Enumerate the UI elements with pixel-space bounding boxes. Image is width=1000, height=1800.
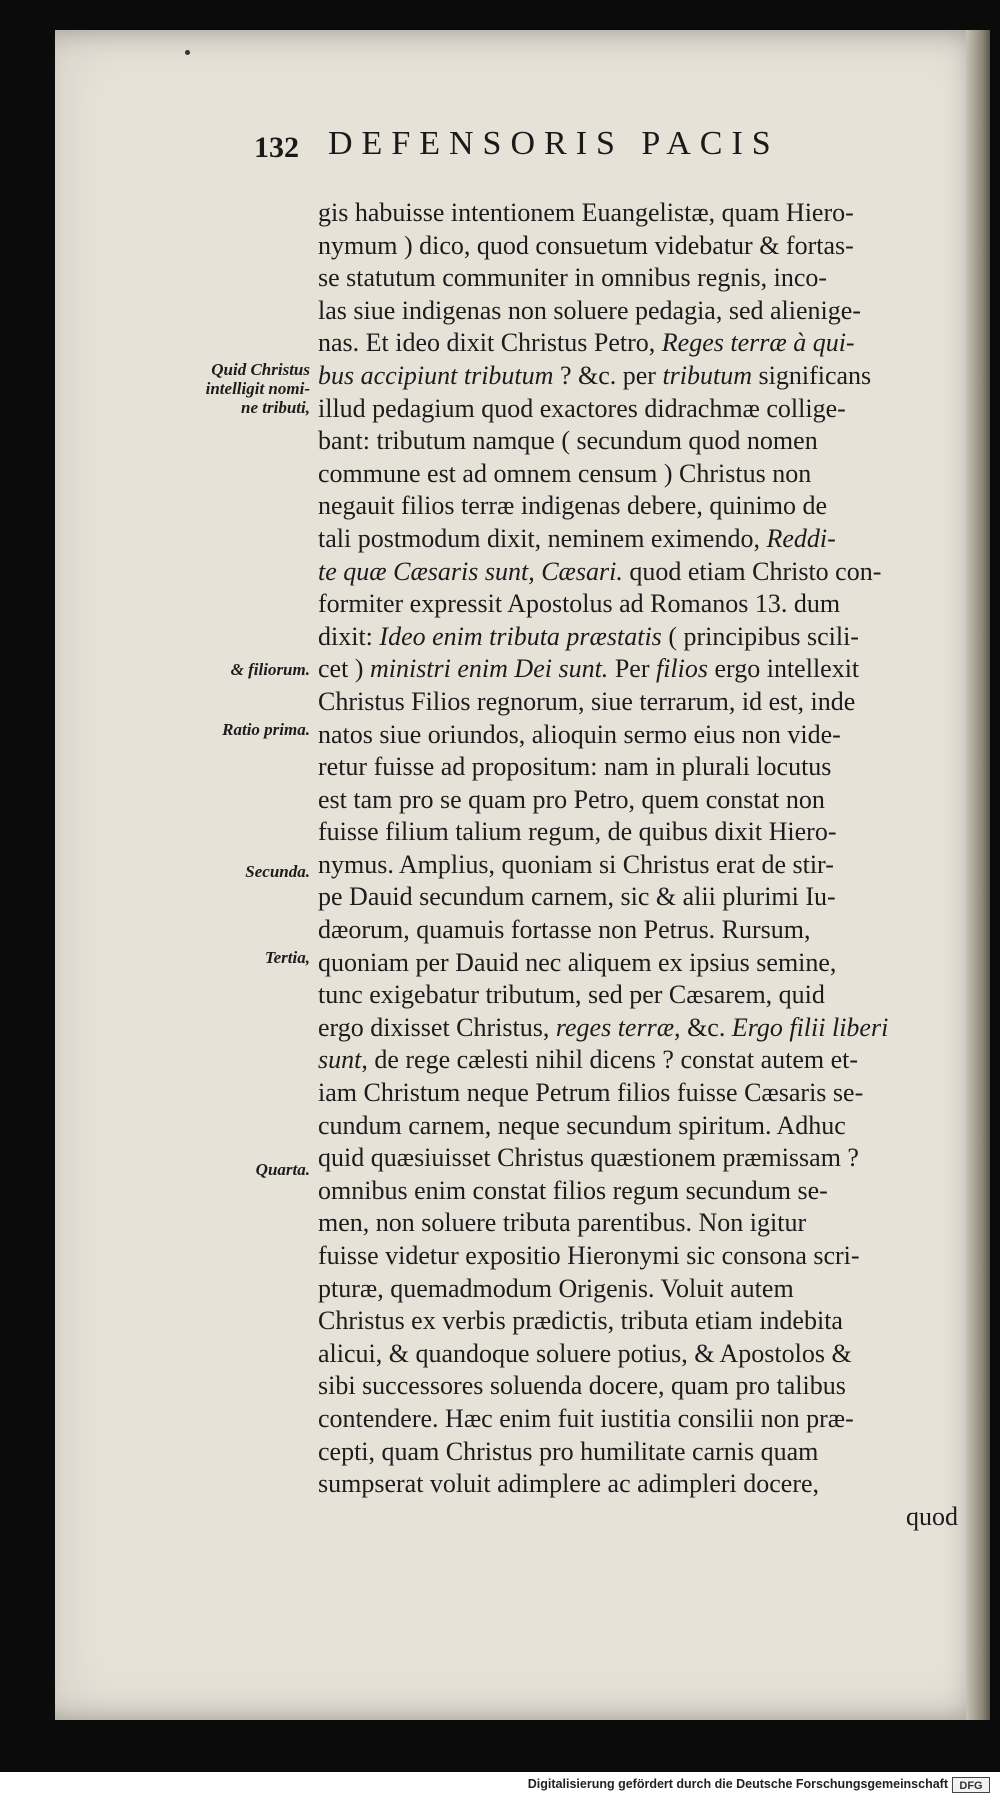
text-line — [318, 327, 958, 360]
text-line — [318, 1207, 958, 1240]
text-segment: negauit filios terræ indigenas debere, quinimo de — [318, 491, 828, 521]
margin-note: Quarta. — [255, 1160, 310, 1179]
text-line — [318, 914, 958, 947]
text-line — [318, 295, 958, 328]
footer-credit: Digitalisierung gefördert durch die Deutsche Forschungsgemeinschaft — [527, 1777, 948, 1791]
italic-segment: tributum — [662, 360, 753, 390]
margin-note: Ratio prima. — [222, 720, 310, 739]
text-line — [318, 947, 958, 980]
page-edge — [966, 30, 990, 1720]
text-segment: ergo dixisset Christus, — [318, 1012, 556, 1042]
text-segment: alicui, & quandoque soluere potius, & Apostolos & — [318, 1338, 852, 1368]
text-segment: quoniam per Dauid nec aliquem ex ipsius semine, — [318, 947, 837, 977]
italic-segment: Ergo filii liberi — [731, 1012, 889, 1042]
digitization-footer — [0, 1772, 1000, 1800]
text-segment: tunc exigebatur tributum, sed per Cæsarem, quid — [318, 980, 825, 1010]
text-segment: cet ) — [318, 654, 370, 684]
text-line — [318, 556, 958, 589]
text-segment: ergo intellexit — [708, 654, 860, 684]
text-line — [318, 1305, 958, 1338]
text-segment: , de rege cælesti nihil dicens ? constat autem et- — [361, 1045, 859, 1075]
text-segment: tali postmodum dixit, neminem eximendo, — [318, 523, 767, 553]
page-number: 132 — [254, 131, 299, 164]
text-segment: cepti, quam Christus pro humilitate carnis quam — [318, 1436, 819, 1466]
margin-note: Secunda. — [245, 862, 310, 881]
italic-segment: reges terræ, — [555, 1012, 681, 1042]
text-line — [318, 197, 958, 230]
text-segment: dæorum, quamuis fortasse non Petrus. Rursum, — [318, 915, 811, 945]
text-line — [318, 1012, 958, 1045]
text-segment: pe Dauid secundum carnem, sic & alii plurimi Iu- — [318, 882, 836, 912]
text-line — [318, 1044, 958, 1077]
text-line — [318, 1436, 958, 1469]
text-segment: pturæ, quemadmodum Origenis. Voluit autem — [318, 1273, 794, 1303]
text-segment: bant: tributum namque ( secundum quod nomen — [318, 426, 818, 456]
margin-note: Quid Christus intelligit nomi- ne tributi, — [205, 360, 310, 417]
text-segment: natos siue oriundos, alioquin sermo eius non vide- — [318, 719, 841, 749]
text-line — [318, 458, 958, 491]
italic-segment: bus accipiunt tributum — [318, 360, 554, 390]
text-line — [318, 621, 958, 654]
text-segment: nas. Et ideo dixit Christus Petro, — [318, 328, 662, 358]
dfg-logo: DFG — [952, 1777, 990, 1793]
text-segment: ? &c. per — [553, 360, 663, 390]
marginalia — [150, 0, 310, 1800]
text-segment: fuisse videtur expositio Hieronymi sic consona scri- — [318, 1241, 860, 1270]
text-line — [318, 849, 958, 882]
text-line — [318, 1142, 958, 1175]
text-segment: gis habuisse intentionem Euangelistæ, quam Hiero- — [318, 198, 854, 227]
text-segment: sibi successores soluenda docere, quam pro talibus — [318, 1371, 846, 1401]
text-line — [318, 1175, 958, 1208]
text-segment: las siue indigenas non soluere pedagia, sed alienige- — [318, 295, 861, 325]
text-segment: Christus Filios regnorum, siue terrarum, id est, inde — [318, 686, 856, 716]
italic-segment: Ideo enim tributa præstatis — [379, 621, 662, 651]
text-line — [318, 490, 958, 523]
text-line — [318, 816, 958, 849]
text-segment: formiter expressit Apostolus ad Romanos 13. dum — [318, 589, 841, 619]
italic-segment: te quæ Cæsaris sunt, Cæsari. — [318, 556, 623, 586]
text-line — [318, 262, 958, 295]
text-segment: fuisse filium talium regum, de quibus dixit Hiero- — [318, 817, 837, 847]
text-segment: se statutum communiter in omnibus regnis, inco- — [318, 263, 828, 293]
margin-note: & filiorum. — [230, 660, 310, 679]
text-segment: dixit: — [318, 621, 380, 651]
text-line — [318, 979, 958, 1012]
text-line — [318, 1468, 958, 1501]
text-segment: iam Christum neque Petrum filios fuisse Cæsaris se- — [318, 1078, 864, 1108]
text-line — [318, 393, 958, 426]
text-segment: cundum carnem, neque secundum spiritum. Adhuc — [318, 1110, 846, 1140]
text-line — [318, 523, 958, 556]
italic-segment: ministri enim Dei sunt. — [369, 654, 609, 684]
text-line — [318, 1403, 958, 1436]
text-line — [318, 784, 958, 817]
text-line — [318, 230, 958, 263]
text-segment: quod etiam Christo con- — [622, 556, 882, 586]
text-line — [318, 1077, 958, 1110]
text-line — [318, 360, 958, 393]
text-segment: Christus ex verbis prædictis, tributa etiam indebita — [318, 1306, 843, 1336]
text-line — [318, 751, 958, 784]
text-segment: contendere. Hæc enim fuit iustitia consilii non præ- — [318, 1403, 854, 1433]
text-segment: omnibus enim constat filios regum secundum se- — [318, 1175, 828, 1205]
italic-segment: Reddi- — [766, 523, 836, 553]
body-text — [318, 197, 958, 1533]
text-segment: illud pedagium quod exactores didrachmæ collige- — [318, 393, 846, 423]
text-segment: sumpserat voluit adimplere ac adimpleri docere, — [318, 1469, 820, 1499]
italic-segment: sunt — [318, 1045, 362, 1075]
text-segment: est tam pro se quam pro Petro, quem constat non — [318, 784, 825, 814]
text-line — [318, 653, 958, 686]
text-line — [318, 588, 958, 621]
text-segment: significans — [752, 360, 872, 390]
italic-segment: Reges terræ à qui- — [661, 328, 855, 358]
text-line — [318, 425, 958, 458]
text-line — [318, 1110, 958, 1143]
text-segment: ( principibus scili- — [661, 621, 859, 651]
margin-note: Tertia, — [264, 948, 310, 967]
italic-segment: filios — [655, 654, 708, 684]
text-line — [318, 1273, 958, 1306]
text-line — [318, 686, 958, 719]
running-title: DEFENSORIS PACIS — [328, 125, 780, 162]
text-line — [318, 719, 958, 752]
text-segment: &c. — [680, 1012, 732, 1042]
text-line — [318, 1370, 958, 1403]
text-line — [318, 1240, 958, 1273]
text-segment: nymum ) dico, quod consuetum videbatur & fortas- — [318, 230, 854, 260]
text-segment: men, non soluere tributa parentibus. Non igitur — [318, 1208, 807, 1238]
text-segment: quid quæsiuisset Christus quæstionem præmissam ? — [318, 1143, 859, 1173]
text-segment: retur fuisse ad propositum: nam in plurali locutus — [318, 752, 832, 782]
text-line — [318, 1338, 958, 1371]
text-segment: Per — [608, 654, 656, 684]
text-segment: nymus. Amplius, quoniam si Christus erat de stir- — [318, 849, 834, 879]
text-line — [318, 881, 958, 914]
running-head — [254, 125, 894, 181]
catchword: quod — [906, 1501, 958, 1531]
text-segment: commune est ad omnem censum ) Christus non — [318, 458, 812, 488]
